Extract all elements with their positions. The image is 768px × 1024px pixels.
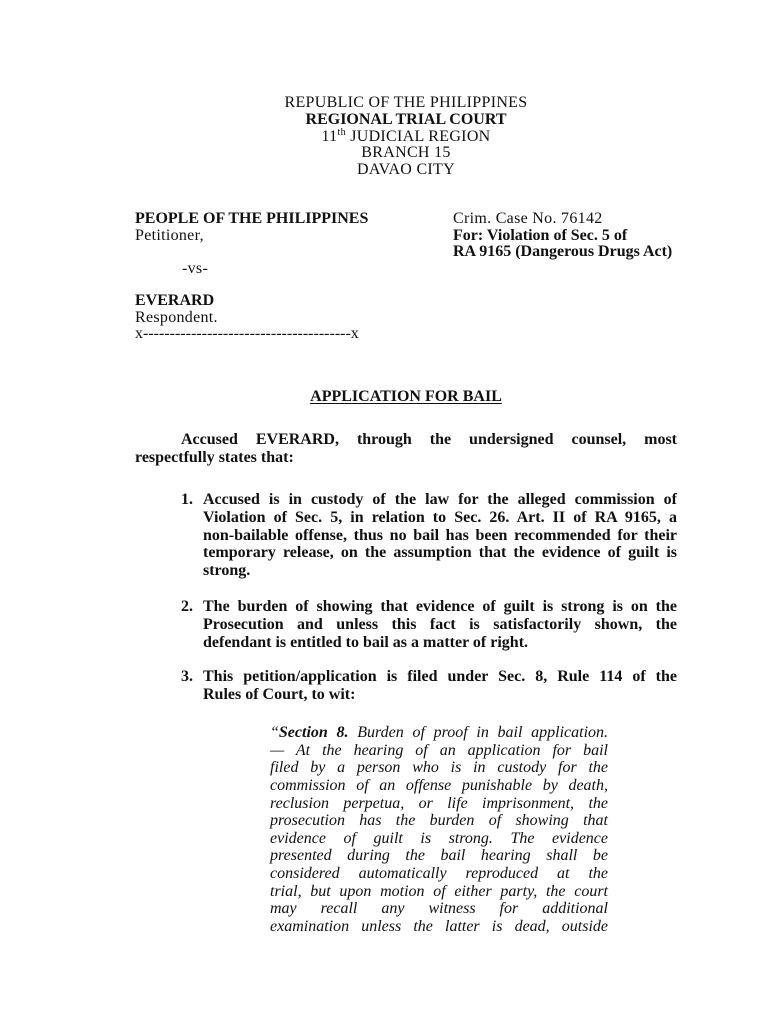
allegation-line: temporary release, on the assumption that the evidence of guilt is — [203, 544, 677, 562]
plaintiff-role: Petitioner, — [135, 226, 204, 244]
allegation-line: This petition/application is filed under Sec. 8, Rule 114 of the — [203, 668, 677, 685]
allegation-number: 3. — [181, 668, 193, 685]
region-number-suffix: th — [337, 126, 346, 138]
caption-separator: x---------------------------------------x — [135, 324, 359, 342]
case-number: Crim. Case No. 76142 — [453, 209, 603, 227]
allegation-number: 2. — [181, 598, 193, 615]
quote-line: commission of an offense punishable by death, — [270, 776, 608, 794]
allegation-item — [203, 668, 677, 704]
versus-label: -vs- — [182, 259, 209, 277]
intro-line: respectfully states that: — [135, 448, 294, 466]
document-title: APPLICATION FOR BAIL — [310, 388, 502, 405]
branch-line: BRANCH 15 — [361, 144, 451, 162]
quote-line: presented during the bail hearing shall be — [270, 847, 608, 865]
allegation-line: Rules of Court, to wit: — [203, 685, 356, 703]
court-name: REGIONAL TRIAL COURT — [305, 110, 507, 128]
intro-line: Accused EVERARD, through the undersigned counsel, most — [181, 431, 677, 448]
charge-line: RA 9165 (Dangerous Drugs Act) — [453, 242, 673, 260]
quote-line: considered automatically reproduced at the — [270, 865, 608, 882]
plaintiff-name: PEOPLE OF THE PHILIPPINES — [135, 209, 369, 227]
quote-line: examination unless the latter is dead, outside — [270, 917, 608, 935]
allegation-line: Accused is in custody of the law for the alleged commission of — [203, 491, 677, 508]
allegation-line: The burden of showing that evidence of guilt is strong is on the — [203, 598, 677, 615]
judicial-region-line — [135, 126, 677, 146]
allegation-line: Violation of Sec. 5, in relation to Sec. 26. Art. II of RA 9165, a — [203, 508, 677, 526]
quote-line: evidence of guilt is strong. The evidence — [270, 829, 608, 847]
charge-line: For: Violation of Sec. 5 of — [453, 226, 628, 244]
quote-line: reclusion perpetua, or life imprisonment, the — [270, 794, 608, 812]
allegation-line: defendant is entitled to bail as a matter of right. — [203, 633, 529, 651]
city-line: DAVAO CITY — [357, 161, 455, 178]
quote-line — [270, 724, 608, 742]
accused-name: EVERARD — [135, 291, 215, 309]
quote-line: prosecution has the burden of showing that — [270, 812, 608, 830]
allegation-line: strong. — [203, 562, 251, 579]
allegation-item — [203, 491, 677, 580]
quoted-rule — [270, 724, 608, 936]
accused-role: Respondent. — [135, 308, 218, 326]
allegation-item — [203, 598, 677, 651]
quote-line: — At the hearing of an application for bail — [270, 741, 608, 759]
allegation-line: non-bailable offense, thus no bail has been recommended for their — [203, 526, 677, 544]
quote-heading-rest: Burden of proof in bail application. — [357, 724, 609, 741]
quote-line: filed by a person who is in custody for the — [270, 759, 608, 777]
region-number: 11 — [321, 127, 338, 145]
allegation-line: Prosecution and unless this fact is satisfactorily shown, the — [203, 615, 677, 633]
quote-open-mark: “ — [270, 724, 279, 741]
court-header — [135, 95, 677, 179]
quote-line: may recall any witness for additional — [270, 900, 608, 918]
allegation-number: 1. — [181, 491, 193, 508]
region-name: JUDICIAL REGION — [350, 127, 491, 145]
quote-line: trial, but upon motion of either party, the court — [270, 882, 608, 900]
republic-line: REPUBLIC OF THE PHILIPPINES — [284, 94, 528, 111]
intro-paragraph — [135, 431, 677, 467]
quote-heading: Section 8. — [278, 724, 349, 741]
